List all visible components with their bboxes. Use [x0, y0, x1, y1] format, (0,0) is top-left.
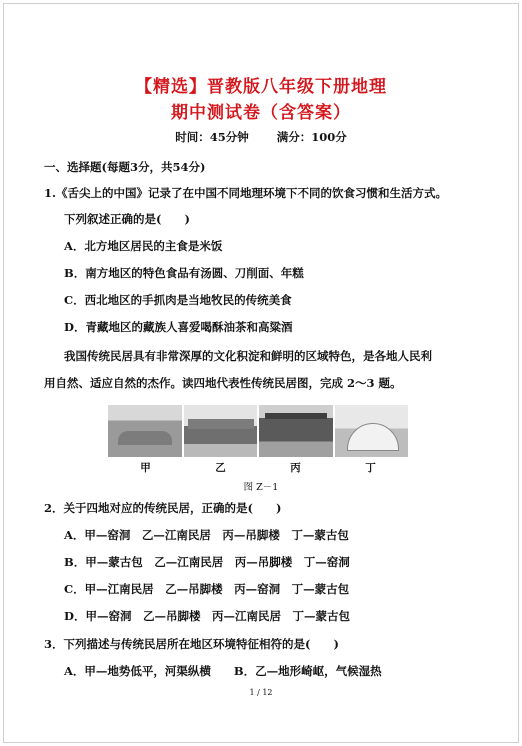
caption-bing: 丙 — [290, 462, 301, 474]
question-3-stem: 3．下列描述与传统民居所在地区环境特征相符的是( ) — [44, 637, 339, 651]
question-2-stem: 2．关于四地对应的传统民居，正确的是( ) — [44, 501, 282, 515]
question-1-option-b: B．南方地区的特色食品有汤圆、刀削面、年糕 — [64, 266, 304, 280]
question-1-option-a: A．北方地区居民的主食是米饭 — [64, 239, 223, 253]
question-2-option-d: D．甲—窑洞 乙—吊脚楼 丙—江南民居 丁—蒙古包 — [64, 609, 350, 623]
question-2-option-c: C．甲—江南民居 乙—吊脚楼 丙—窑洞 丁—蒙古包 — [64, 582, 350, 596]
full-score: 满分：100分 — [276, 130, 347, 144]
photo-cave-dwelling — [108, 405, 182, 457]
photo-jiangnan-dwelling — [184, 405, 258, 457]
dwelling-photo-strip — [108, 405, 408, 457]
time-limit: 时间：45分钟 — [175, 130, 249, 144]
question-1-option-d: D．青藏地区的藏族人喜爱喝酥油茶和高粱酒 — [64, 320, 293, 334]
section-heading: 一、选择题(每题3分，共54分) — [44, 160, 206, 174]
question-3-options-ab: A．甲—地势低平，河渠纵横 B．乙—地形崎岖，气候湿热 — [64, 664, 382, 678]
document-subtitle: 期中测试卷（含答案） — [171, 103, 351, 123]
question-1-prompt: 下列叙述正确的是( ) — [64, 212, 190, 226]
question-1-option-c: C．西北地区的手抓肉是当地牧民的传统美食 — [64, 293, 292, 307]
photo-yurt — [335, 405, 409, 457]
page-number: 1 / 12 — [249, 688, 273, 697]
photo-stilt-house — [259, 405, 333, 457]
caption-yi: 乙 — [215, 462, 226, 474]
passage-line-2: 用自然、适应自然的杰作。读四地代表性传统民居图，完成 2～3 题。 — [44, 376, 402, 390]
question-1-stem: 1.《舌尖上的中国》记录了在中国不同地理环境下不同的饮食习惯和生活方式。 — [44, 186, 448, 200]
caption-jia: 甲 — [140, 462, 151, 474]
document-title: 【精选】晋教版八年级下册地理 — [135, 77, 387, 97]
question-2-option-b: B．甲—蒙古包 乙—江南民居 丙—吊脚楼 丁—窑洞 — [64, 555, 350, 569]
exam-info — [0, 129, 522, 145]
question-2-option-a: A．甲—窑洞 乙—江南民居 丙—吊脚楼 丁—蒙古包 — [64, 528, 349, 542]
figure-label: 图 Z－1 — [243, 482, 279, 493]
photo-captions — [108, 460, 408, 475]
caption-ding: 丁 — [365, 462, 376, 474]
passage-line-1: 我国传统民居具有非常深厚的文化积淀和鲜明的区域特色，是各地人民利 — [64, 349, 432, 363]
